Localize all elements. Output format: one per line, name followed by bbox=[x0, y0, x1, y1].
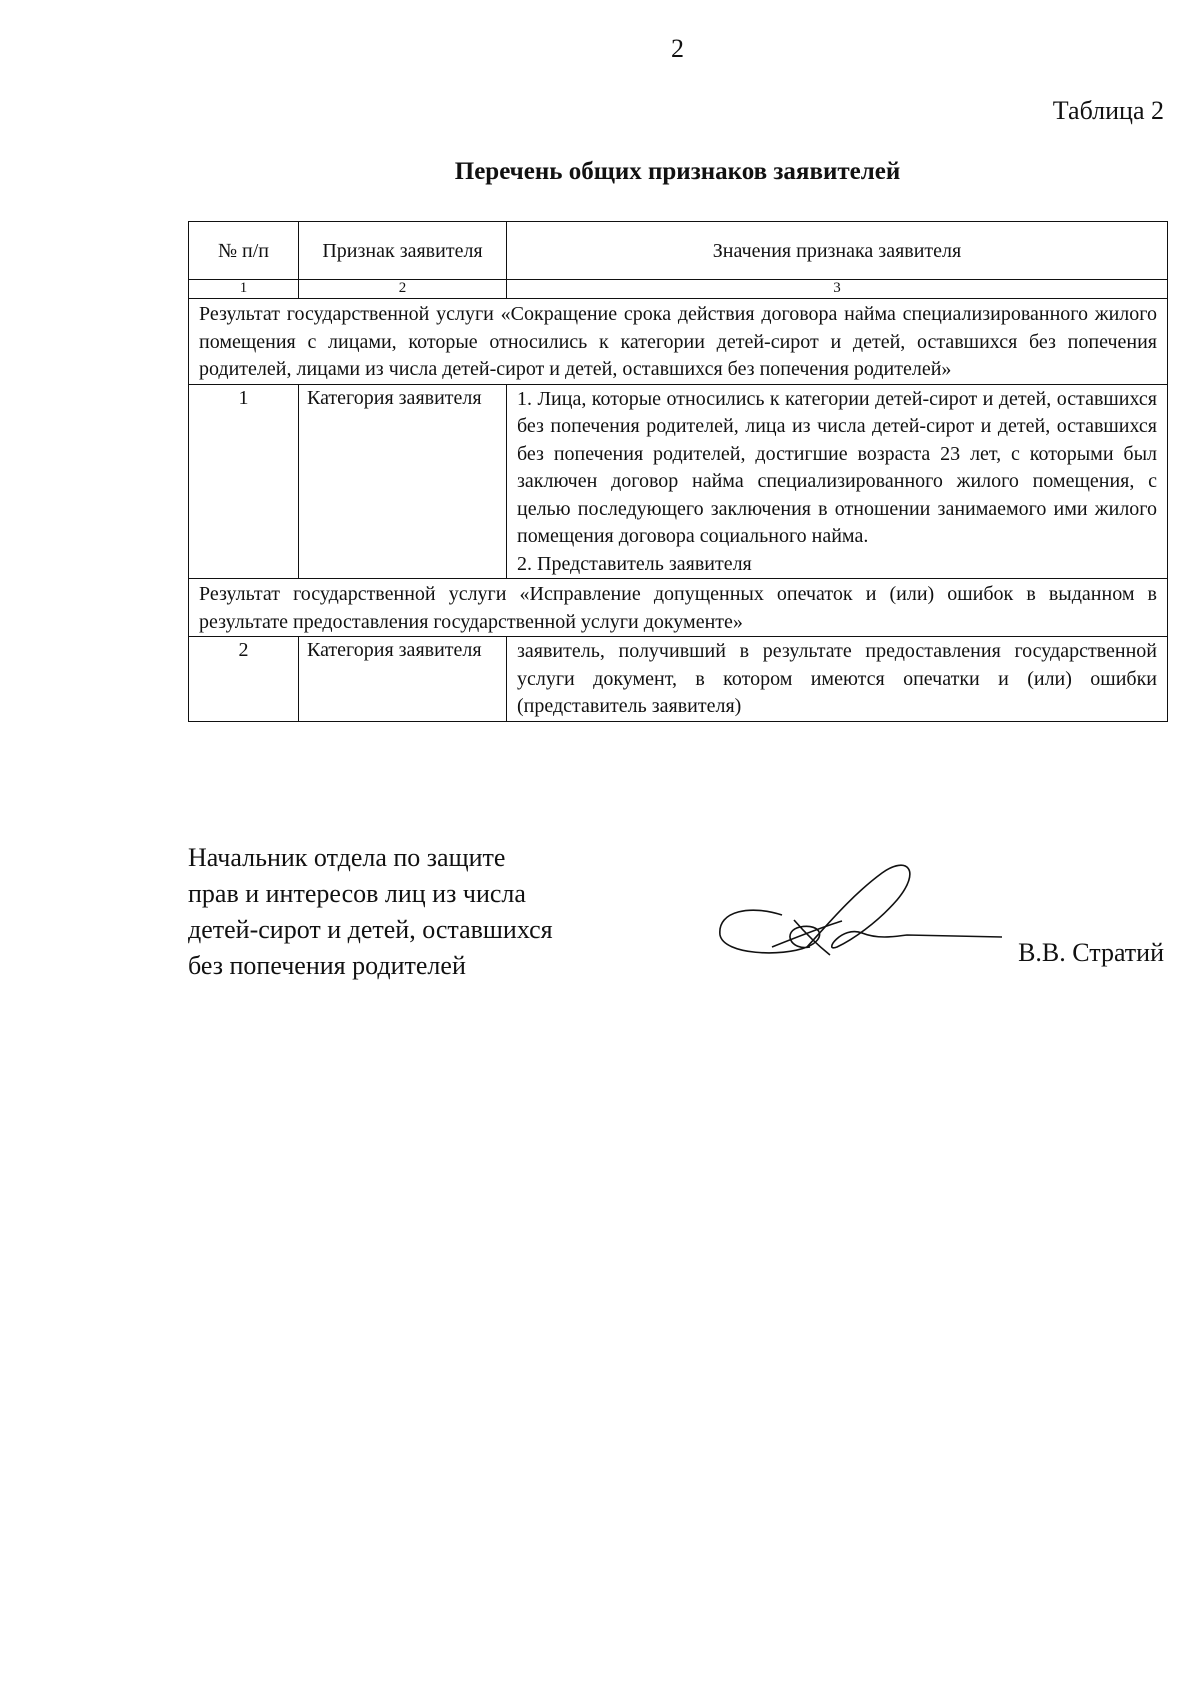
header-cell-attribute: Признак заявителя bbox=[299, 222, 507, 280]
signer-position-line: без попечения родителей bbox=[188, 951, 466, 980]
table-header-row bbox=[189, 222, 1168, 280]
row-values bbox=[507, 384, 1168, 579]
page-number: 2 bbox=[671, 34, 684, 63]
column-number: 1 bbox=[189, 280, 299, 299]
row-values bbox=[507, 637, 1168, 722]
signer-position-line: детей-сирот и детей, оставшихся bbox=[188, 915, 553, 944]
handwritten-signature bbox=[712, 855, 1002, 975]
section-heading-row bbox=[189, 299, 1168, 385]
section-heading: Результат государственной услуги «Сокращение срока действия договора найма специализированного жилого помещения с лицами, которые относились к категории детей-сирот и детей, оставшихся без попечения родителей, лицами из числа детей-сирот и детей, оставшихся без попечения родителей» bbox=[189, 299, 1168, 385]
applicant-attributes-table bbox=[188, 221, 1168, 722]
table-row bbox=[189, 637, 1168, 722]
section-heading: Результат государственной услуги «Исправление допущенных опечаток и (или) ошибок в выданном в результате предоставления государственной услуги документе» bbox=[189, 579, 1168, 637]
table-label: Таблица 2 bbox=[1052, 96, 1164, 125]
row-value-item: 1. Лица, которые относились к категории детей-сирот и детей, оставшихся без попечения родителей, лица из числа детей-сирот и детей, оставшихся без попечения родителей, достигшие возраста 23 лет, с которыми был заключен договор найма специализированного жилого помещения, с целью последующего заключения в отношении занимаемого ими жилого помещения договора социального найма. bbox=[517, 387, 1157, 547]
signer-position bbox=[188, 840, 553, 984]
section-heading-row bbox=[189, 579, 1168, 637]
row-attribute: Категория заявителя bbox=[299, 384, 507, 579]
signer-position-line: прав и интересов лиц из числа bbox=[188, 879, 526, 908]
document-title: Перечень общих признаков заявителей bbox=[454, 158, 901, 185]
row-value-item: 2. Представитель заявителя bbox=[517, 552, 752, 575]
column-number-row bbox=[189, 280, 1168, 299]
row-number: 2 bbox=[189, 637, 299, 722]
row-attribute: Категория заявителя bbox=[299, 637, 507, 722]
header-cell-number: № п/п bbox=[189, 222, 299, 280]
column-number: 2 bbox=[299, 280, 507, 299]
column-number: 3 bbox=[507, 280, 1168, 299]
row-number: 1 bbox=[189, 384, 299, 579]
signer-name: В.В. Стратий bbox=[1018, 938, 1164, 967]
header-cell-values: Значения признака заявителя bbox=[507, 222, 1168, 280]
row-value-item: заявитель, получивший в результате предоставления государственной услуги документ, в котором имеются опечатки и (или) ошибки (представитель заявителя) bbox=[517, 640, 1157, 717]
table-row bbox=[189, 384, 1168, 579]
signer-position-line: Начальник отдела по защите bbox=[188, 843, 506, 872]
